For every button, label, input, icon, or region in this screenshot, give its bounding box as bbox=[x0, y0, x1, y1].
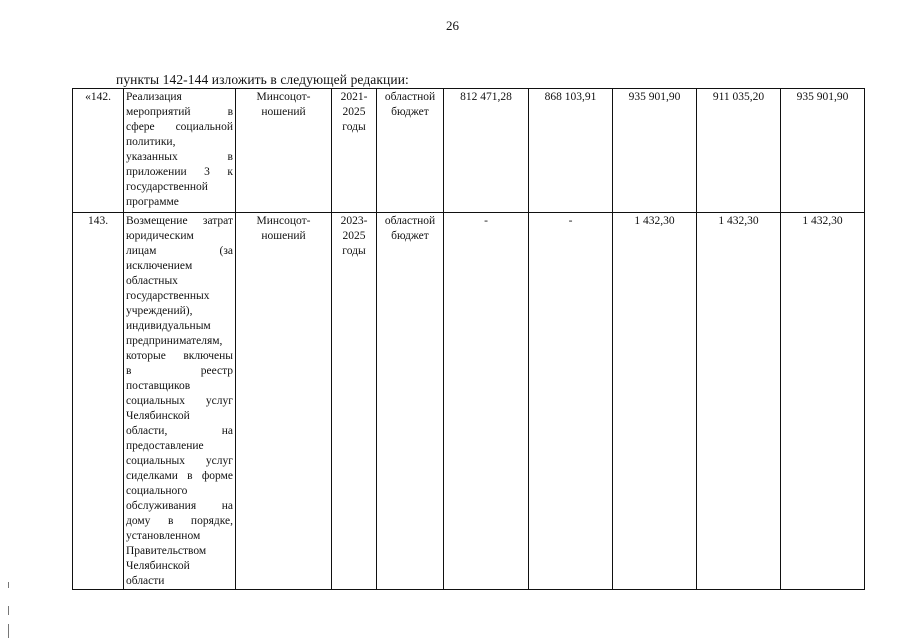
cell-amount: - bbox=[529, 213, 613, 590]
event-name-line: предпринимателям, bbox=[126, 335, 223, 347]
cell-number: 143. bbox=[73, 213, 124, 590]
event-name-line: области, на bbox=[126, 425, 233, 437]
cell-executor bbox=[236, 89, 332, 213]
margin-mark bbox=[8, 582, 9, 588]
event-name-line: поставщиков bbox=[126, 380, 191, 392]
event-name-line: Челябинской bbox=[126, 560, 190, 572]
source-line: областной bbox=[384, 215, 436, 227]
cell-amount: 1 432,30 bbox=[697, 213, 781, 590]
page-number: 26 bbox=[446, 18, 459, 33]
event-name-line: программе bbox=[126, 196, 179, 208]
event-name-line: Реализация bbox=[126, 91, 182, 103]
cell-amount: 868 103,91 bbox=[529, 89, 613, 213]
event-name-line: областных bbox=[126, 275, 178, 287]
executor-line: ношений bbox=[261, 230, 306, 242]
cell-period bbox=[332, 213, 377, 590]
event-name-line: обслуживания на bbox=[126, 500, 233, 512]
margin-mark bbox=[8, 606, 9, 615]
budget-table bbox=[72, 88, 865, 590]
event-name-line: социальных услуг bbox=[126, 395, 233, 407]
event-name-line: лицам (за bbox=[126, 245, 233, 257]
cell-event-name bbox=[124, 89, 236, 213]
table-row bbox=[73, 213, 865, 590]
event-name-line: учреждений), bbox=[126, 305, 193, 317]
event-name-line: приложении 3 к bbox=[126, 166, 233, 178]
period-line: 2021- bbox=[340, 91, 368, 103]
executor-line: ношений bbox=[261, 106, 306, 118]
table-row bbox=[73, 89, 865, 213]
event-name-line: сфере социальной bbox=[126, 121, 233, 133]
cell-amount: 812 471,28 bbox=[444, 89, 529, 213]
event-name-line: Возмещение затрат bbox=[126, 215, 233, 227]
cell-source bbox=[377, 213, 444, 590]
source-line: областной bbox=[384, 91, 436, 103]
event-name-line: указанных в bbox=[126, 151, 233, 163]
source-line: бюджет bbox=[391, 106, 429, 118]
cell-amount: 935 901,90 bbox=[613, 89, 697, 213]
event-name-line: мероприятий в bbox=[126, 106, 233, 118]
cell-amount: 911 035,20 bbox=[697, 89, 781, 213]
event-name-line: Правительством bbox=[126, 545, 207, 557]
period-line: 2025 bbox=[342, 106, 366, 118]
event-name-line: государственной bbox=[126, 181, 208, 193]
period-line: годы bbox=[342, 245, 366, 257]
event-name-line: индивидуальным bbox=[126, 320, 211, 332]
event-name-line: Челябинской bbox=[126, 410, 190, 422]
event-name-line: предоставление bbox=[126, 440, 204, 452]
event-name-line: которые включены bbox=[126, 350, 233, 362]
cell-period bbox=[332, 89, 377, 213]
event-name-line: дому в порядке, bbox=[126, 515, 233, 527]
intro-text: пункты 142-144 изложить в следующей редакции: bbox=[116, 72, 409, 87]
cell-amount: - bbox=[444, 213, 529, 590]
event-name-line: социального bbox=[126, 485, 188, 497]
event-name-line: сиделками в форме bbox=[126, 470, 233, 482]
period-line: 2025 bbox=[342, 230, 366, 242]
period-line: годы bbox=[342, 121, 366, 133]
period-line: 2023- bbox=[340, 215, 368, 227]
cell-executor bbox=[236, 213, 332, 590]
event-name-line: юридическим bbox=[126, 230, 194, 242]
event-name-line: области bbox=[126, 575, 165, 587]
cell-source bbox=[377, 89, 444, 213]
executor-line: Минсоцот- bbox=[256, 91, 311, 103]
event-name-line: в реестр bbox=[126, 365, 233, 377]
event-name-line: установленном bbox=[126, 530, 201, 542]
event-name-line: социальных услуг bbox=[126, 455, 233, 467]
cell-amount: 935 901,90 bbox=[781, 89, 865, 213]
cell-number: «142. bbox=[73, 89, 124, 213]
executor-line: Минсоцот- bbox=[256, 215, 311, 227]
table-body bbox=[73, 89, 865, 590]
event-name-line: исключением bbox=[126, 260, 193, 272]
cell-event-name bbox=[124, 213, 236, 590]
event-name-line: политики, bbox=[126, 136, 176, 148]
source-line: бюджет bbox=[391, 230, 429, 242]
cell-amount: 1 432,30 bbox=[613, 213, 697, 590]
cell-amount: 1 432,30 bbox=[781, 213, 865, 590]
margin-mark bbox=[8, 624, 9, 638]
event-name-line: государственных bbox=[126, 290, 210, 302]
